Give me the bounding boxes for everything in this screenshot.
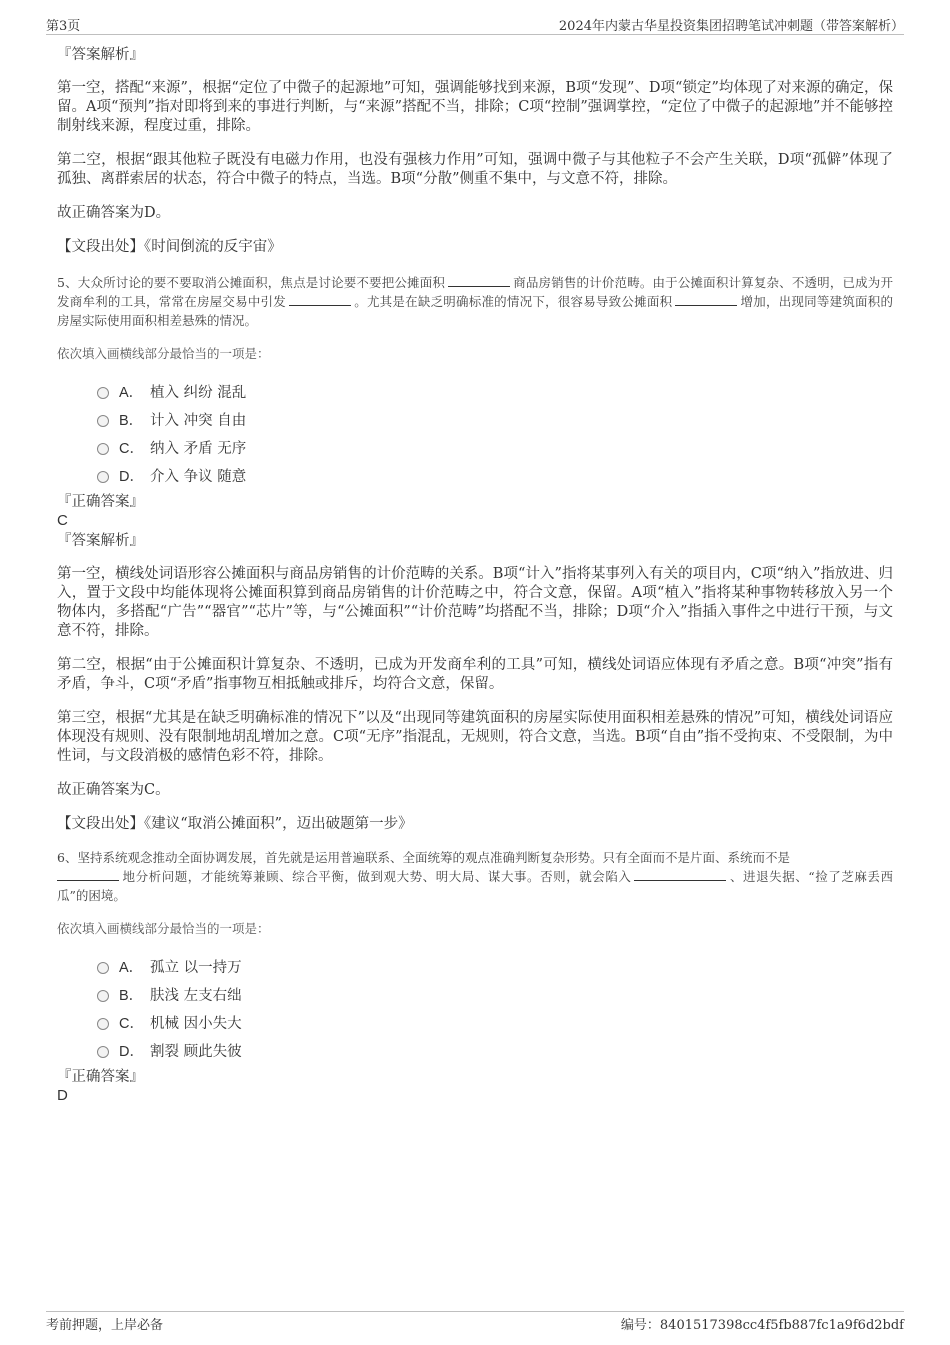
correct-answer-label: 『正确答案』 bbox=[57, 494, 144, 510]
document-id: 编号：8401517398cc4f5fb887fc1a9f6d2bdf bbox=[620, 1318, 904, 1333]
correct-answer: D bbox=[57, 1087, 68, 1104]
analysis-label: 『答案解析』 bbox=[57, 47, 144, 63]
fill-blank bbox=[289, 294, 351, 306]
analysis-paragraph: 第二空，根据“由于公摊面积计算复杂、不透明，已成为开发商牟利的工具”可知，横线处词语应体现有矛盾之意。B项“冲突”指有矛盾，争斗，C项“矛盾”指事物互相抵触或排斥，均符合文意，保留。 bbox=[57, 657, 893, 692]
source-citation: 【文段出处】《时间倒流的反宇宙》 bbox=[57, 239, 282, 255]
page-number: 第3页 bbox=[46, 19, 81, 34]
option-b[interactable]: B． 肤浅 左支右绌 bbox=[57, 980, 893, 1008]
document-body bbox=[57, 46, 893, 1105]
radio-icon[interactable] bbox=[97, 1046, 109, 1058]
page-header bbox=[46, 14, 904, 35]
analysis-paragraph: 第二空，根据“跟其他粒子既没有电磁力作用，也没有强核力作用”可知，强调中微子与其他粒子不会产生关联，D项“孤僻”体现了孤独、离群索居的状态，符合中微子的特点，当选。B项“分散”侧重不集中，与文意不符，排除。 bbox=[57, 152, 893, 187]
radio-icon[interactable] bbox=[97, 443, 109, 455]
radio-icon[interactable] bbox=[97, 387, 109, 399]
fill-blank bbox=[634, 869, 726, 881]
question-6-stem: 6、坚持系统观念推动全面协调发展，首先就是运用普遍联系、全面统筹的观点准确判断复杂形势。只有全面而不是片面、系统而不是 地分析问题，才能统筹兼顾、综合平衡，做到观大势、明大局、谋大事。否则，就会陷入 、进退失据、“捡了芝麻丢西瓜”的困境。 bbox=[57, 850, 893, 903]
fill-blank bbox=[675, 294, 737, 306]
analysis-conclusion: 故正确答案为C。 bbox=[57, 782, 170, 798]
question-5-stem: 5、大众所讨论的要不要取消公摊面积，焦点是讨论要不要把公摊面积 商品房销售的计价范畴。由于公摊面积计算复杂、不透明，已成为开发商牟利的工具，常常在房屋交易中引发 。尤其是在缺乏明确标准的情况下，很容易导致公摊面积 增加，出现同等建筑面积的房屋实际使用面积相差悬殊的情况。 bbox=[57, 275, 893, 328]
source-citation: 【文段出处】《建议“取消公摊面积”，迈出破题第一步》 bbox=[57, 816, 413, 832]
option-d[interactable]: D． 割裂 顾此失彼 bbox=[57, 1036, 893, 1064]
fill-blank bbox=[57, 869, 119, 881]
radio-icon[interactable] bbox=[97, 990, 109, 1002]
page-footer bbox=[46, 1311, 904, 1336]
analysis-paragraph: 第一空，搭配“来源”，根据“定位了中微子的起源地”可知，强调能够找到来源，B项“发现”、D项“锁定”均体现了对来源的确定，保留。A项“预判”指对即将到来的事进行判断，与“来源”搭配不当，排除；C项“控制”强调掌控，“定位了中微子的起源地”并不能够控制射线来源，程度过重，排除。 bbox=[57, 80, 893, 134]
radio-icon[interactable] bbox=[97, 415, 109, 427]
option-c[interactable]: C． 纳入 矛盾 无序 bbox=[57, 433, 893, 461]
option-a[interactable]: A． 植入 纠纷 混乱 bbox=[57, 377, 893, 405]
option-b[interactable]: B． 计入 冲突 自由 bbox=[57, 405, 893, 433]
analysis-label: 『答案解析』 bbox=[57, 533, 144, 549]
question-6-hint: 依次填入画横线部分最恰当的一项是： bbox=[57, 921, 270, 936]
option-c[interactable]: C． 机械 因小失大 bbox=[57, 1008, 893, 1036]
radio-icon[interactable] bbox=[97, 962, 109, 974]
question-5-options bbox=[57, 377, 893, 489]
fill-blank bbox=[448, 275, 510, 287]
option-d[interactable]: D． 介入 争议 随意 bbox=[57, 461, 893, 489]
correct-answer: C bbox=[57, 512, 68, 529]
option-a[interactable]: A． 孤立 以一持万 bbox=[57, 952, 893, 980]
correct-answer-label: 『正确答案』 bbox=[57, 1069, 144, 1085]
analysis-paragraph: 第一空，横线处词语形容公摊面积与商品房销售的计价范畴的关系。B项“计入”指将某事列入有关的项目内，C项“纳入”指放进、归入，置于文段中均能体现将公摊面积算到商品房销售的计价范畴之中，符合文意，保留。A项“植入”指将某种事物转移放入另一个物体内，多搭配“广告”“器官”“芯片”等，与“公摊面积”“计价范畴”均搭配不当，排除；D项“介入”指插入事件之中进行干预，与文意不符，排除。 bbox=[57, 566, 893, 639]
radio-icon[interactable] bbox=[97, 1018, 109, 1030]
question-5-hint: 依次填入画横线部分最恰当的一项是： bbox=[57, 346, 270, 361]
document-title: 2024年内蒙古华星投资集团招聘笔试冲刺题（带答案解析） bbox=[558, 19, 904, 34]
question-6-options bbox=[57, 952, 893, 1064]
footer-slogan: 考前押题，上岸必备 bbox=[46, 1318, 164, 1333]
analysis-paragraph: 第三空，根据“尤其是在缺乏明确标准的情况下”以及“出现同等建筑面积的房屋实际使用面积相差悬殊的情况”可知，横线处词语应体现没有规则、没有限制地胡乱增加之意。C项“无序”指混乱，无规则，符合文意，当选。B项“自由”指不受拘束、不受限制，为中性词，与文段消极的感情色彩不符，排除。 bbox=[57, 710, 893, 764]
analysis-conclusion: 故正确答案为D。 bbox=[57, 205, 171, 221]
radio-icon[interactable] bbox=[97, 471, 109, 483]
